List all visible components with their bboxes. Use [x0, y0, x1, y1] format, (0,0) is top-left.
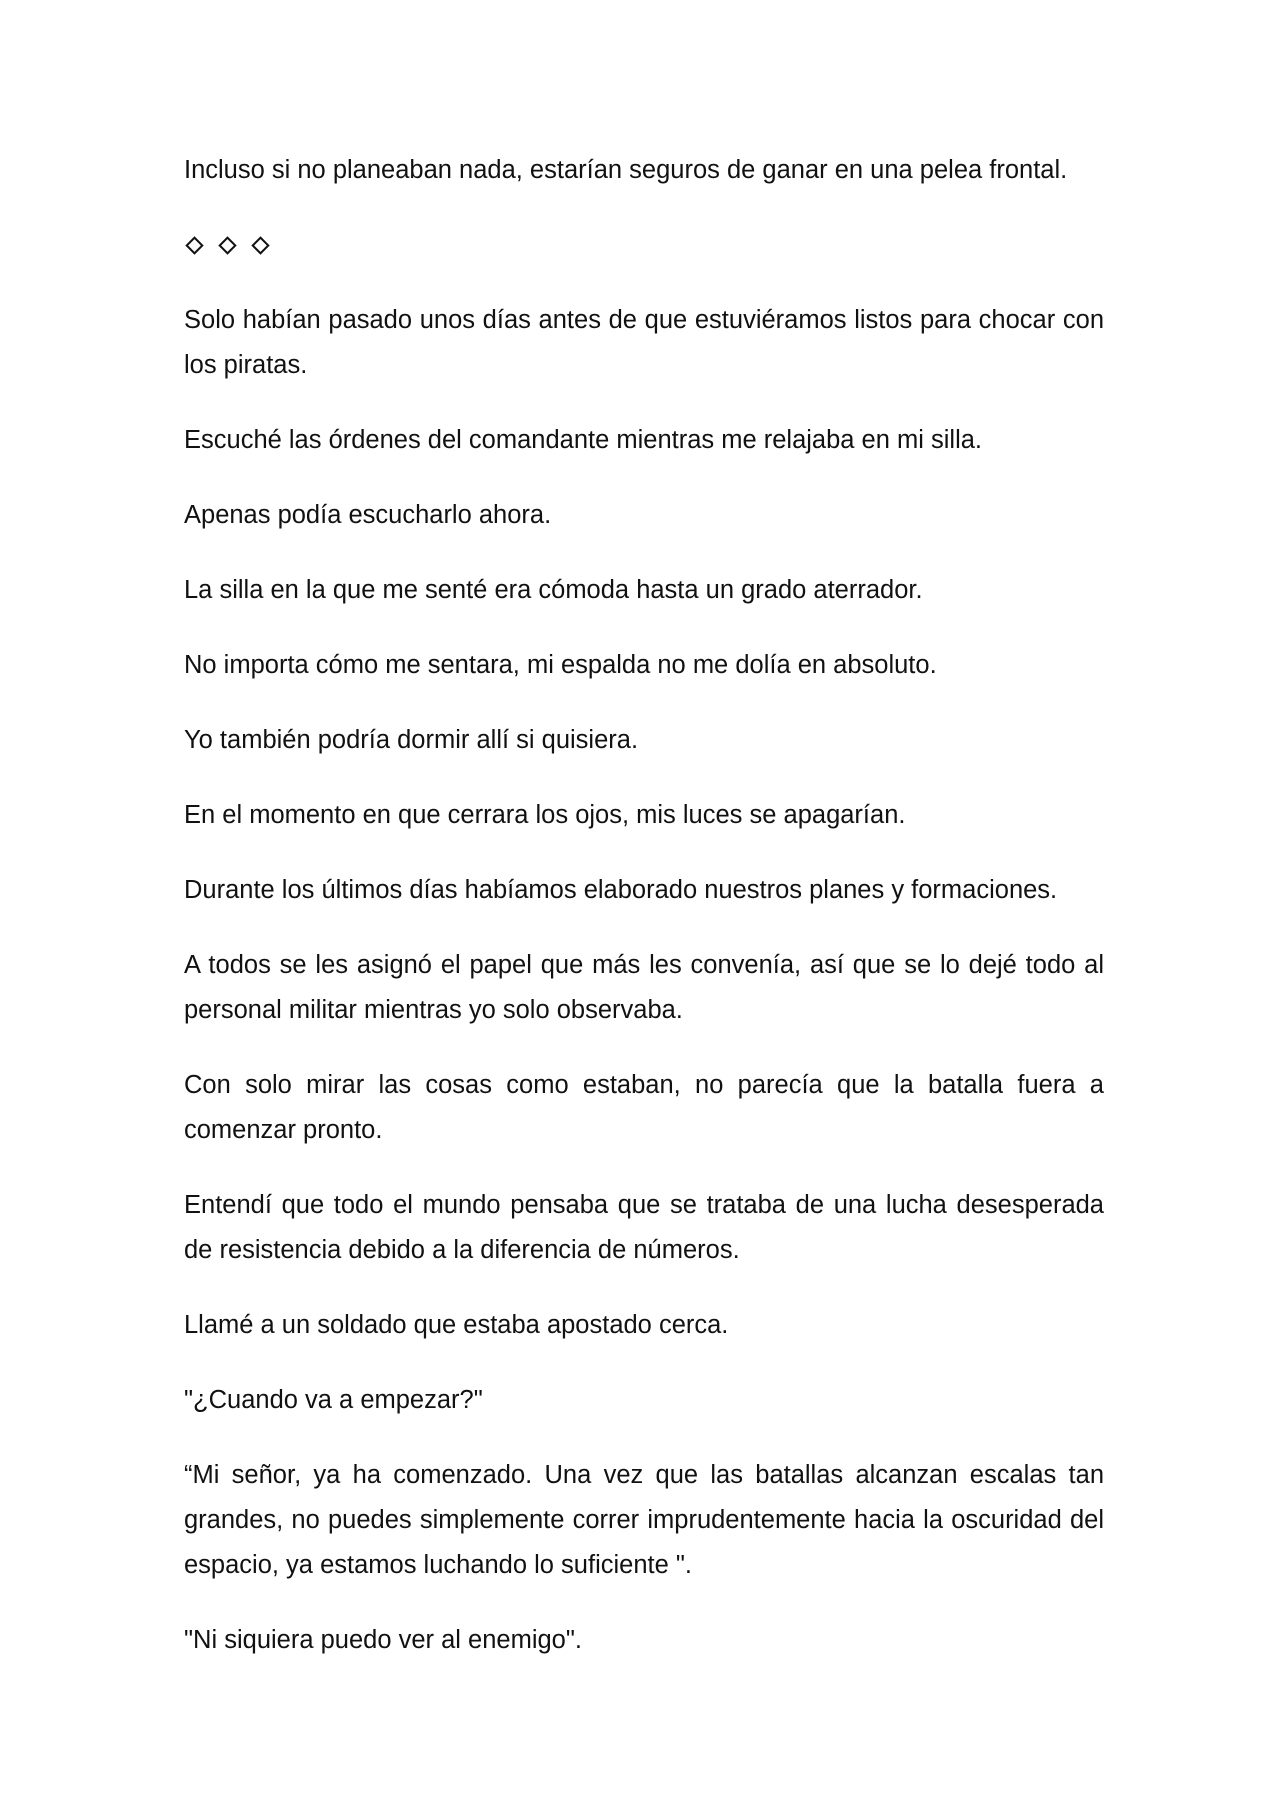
document-body — [184, 148, 1104, 1693]
paragraph: Escuché las órdenes del comandante mientras me relajaba en mi silla. — [184, 426, 982, 454]
scene-separator — [184, 223, 1104, 268]
paragraph: Yo también podría dormir allí si quisiera. — [184, 726, 639, 754]
diamond-outline-icon — [251, 236, 269, 254]
paragraph: Con solo mirar las cosas como estaban, no parecía que la batalla fuera a comenzar pronto. — [184, 1071, 1104, 1144]
paragraph: En el momento en que cerrara los ojos, mis luces se apagarían. — [184, 801, 906, 829]
paragraph: Llamé a un soldado que estaba apostado cerca. — [184, 1311, 729, 1339]
paragraph: Durante los últimos días habíamos elaborado nuestros planes y formaciones. — [184, 876, 1058, 904]
paragraph: Solo habían pasado unos días antes de que estuviéramos listos para chocar con los piratas. — [184, 306, 1104, 379]
paragraph: A todos se les asignó el papel que más les convenía, así que se lo dejé todo al personal militar mientras yo solo observaba. — [184, 951, 1104, 1024]
diamond-outline-icon — [218, 236, 236, 254]
dialogue-paragraph: “Mi señor, ya ha comenzado. Una vez que las batallas alcanzan escalas tan grandes, no puedes simplemente correr imprudentemente hacia la oscuridad del espacio, ya estamos luchando lo suficiente ". — [184, 1461, 1104, 1579]
paragraph: La silla en la que me senté era cómoda hasta un grado aterrador. — [184, 576, 923, 604]
paragraph: Incluso si no planeaban nada, estarían seguros de ganar en una pelea frontal. — [184, 156, 1068, 184]
paragraph: Apenas podía escucharlo ahora. — [184, 501, 552, 529]
paragraph: Entendí que todo el mundo pensaba que se trataba de una lucha desesperada de resistencia debido a la diferencia de números. — [184, 1191, 1104, 1264]
dialogue-paragraph: "Ni siquiera puedo ver al enemigo". — [184, 1626, 582, 1654]
paragraph: No importa cómo me sentara, mi espalda no me dolía en absoluto. — [184, 651, 937, 679]
diamond-outline-icon — [185, 236, 203, 254]
dialogue-paragraph: "¿Cuando va a empezar?" — [184, 1386, 483, 1414]
